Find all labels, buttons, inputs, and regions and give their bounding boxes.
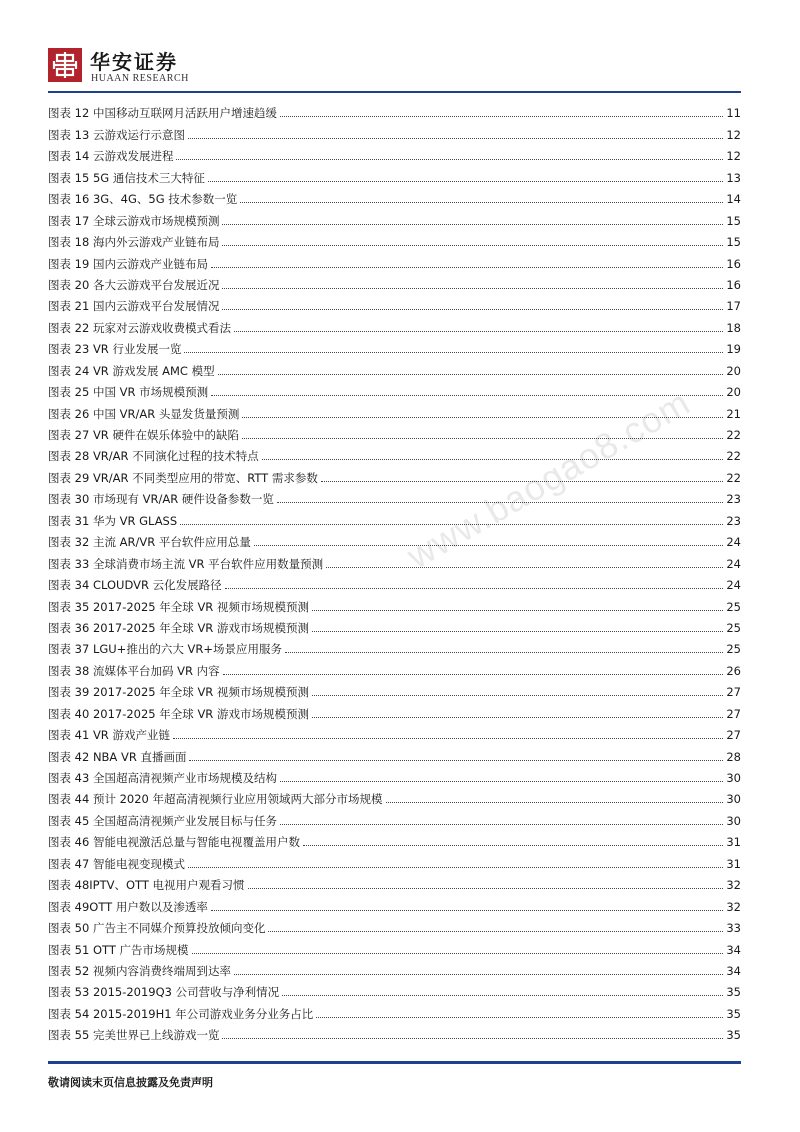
toc-entry-page[interactable]: 24 <box>726 535 741 550</box>
toc-leader-dots <box>173 738 723 739</box>
toc-leader-dots <box>242 417 723 418</box>
toc-entry-page[interactable]: 27 <box>726 728 741 743</box>
toc-entry-label[interactable]: 图表 14 云游戏发展进程 <box>48 149 174 164</box>
toc-entry-label[interactable]: 图表 18 海内外云游戏产业链布局 <box>48 235 220 250</box>
toc-leader-dots <box>312 717 723 718</box>
toc-entry[interactable] <box>48 722 741 743</box>
toc-entry-label[interactable]: 图表 49OTT 用户数以及渗透率 <box>48 899 208 914</box>
toc-entry-label[interactable]: 图表 32 主流 AR/VR 平台软件应用总量 <box>48 535 251 550</box>
toc-entry[interactable] <box>48 486 741 507</box>
toc-entry-page[interactable]: 24 <box>726 556 741 571</box>
brand-name-cn: 华安证券 <box>90 50 178 74</box>
toc-entry-page[interactable]: 28 <box>726 749 741 764</box>
toc-leader-dots <box>222 1038 723 1039</box>
toc-entry-page[interactable]: 15 <box>726 235 741 250</box>
toc-entry-page[interactable]: 34 <box>726 963 741 978</box>
toc-entry-page[interactable]: 24 <box>726 578 741 593</box>
toc-entry[interactable] <box>48 314 741 335</box>
toc-entry[interactable] <box>48 507 741 528</box>
toc-entry-page[interactable]: 22 <box>726 470 741 485</box>
huaan-seal-logo-icon <box>48 48 82 82</box>
toc-entry-label[interactable]: 图表 34 CLOUDVR 云化发展路径 <box>48 578 222 593</box>
toc-entry[interactable] <box>48 464 741 485</box>
toc-entry-label[interactable]: 图表 55 完美世界已上线游戏一览 <box>48 1028 220 1043</box>
toc-entry-label[interactable]: 图表 52 视频内容消费终端周到达率 <box>48 963 231 978</box>
toc-entry[interactable] <box>48 572 741 593</box>
toc-entry[interactable] <box>48 529 741 550</box>
toc-entry-label[interactable]: 图表 16 3G、4G、5G 技术参数一览 <box>48 192 238 207</box>
toc-leader-dots <box>312 631 723 632</box>
toc-leader-dots <box>303 845 723 846</box>
toc-entry-page[interactable]: 20 <box>726 385 741 400</box>
toc-entry-page[interactable]: 22 <box>726 449 741 464</box>
toc-leader-dots <box>189 760 723 761</box>
toc-leader-dots <box>211 395 723 396</box>
toc-entry-label[interactable]: 图表 47 智能电视变现模式 <box>48 856 185 871</box>
toc-entry-label[interactable]: 图表 44 预计 2020 年超高清视频行业应用领域两大部分市场规模 <box>48 792 383 807</box>
toc-entry-label[interactable]: 图表 31 华为 VR GLASS <box>48 513 178 528</box>
toc-entry-label[interactable]: 图表 45 全国超高清视频产业发展目标与任务 <box>48 813 277 828</box>
toc-entry-label[interactable]: 图表 25 中国 VR 市场规模预测 <box>48 385 209 400</box>
toc-entry-label[interactable]: 图表 20 各大云游戏平台发展近况 <box>48 277 220 292</box>
toc-leader-dots <box>280 781 723 782</box>
toc-entry[interactable] <box>48 164 741 185</box>
toc-entry-page[interactable]: 22 <box>726 428 741 442</box>
toc-entry[interactable] <box>48 807 741 828</box>
toc-entry-page[interactable]: 18 <box>726 320 741 335</box>
toc-leader-dots <box>326 567 723 568</box>
toc-leader-dots <box>180 524 723 525</box>
toc-entry-page[interactable]: 34 <box>726 942 741 957</box>
toc-entry-label[interactable]: 图表 43 全国超高清视频产业市场规模及结构 <box>48 771 277 785</box>
toc-entry-label[interactable]: 图表 26 中国 VR/AR 头显发货量预测 <box>48 406 240 421</box>
toc-entry-label[interactable]: 图表 37 LGU+推出的六大 VR+场景应用服务 <box>48 642 282 657</box>
toc-leader-dots <box>280 116 723 117</box>
toc-entry-label[interactable]: 图表 27 VR 硬件在娱乐体验中的缺陷 <box>48 428 239 442</box>
toc-entry-page[interactable]: 21 <box>726 406 741 421</box>
toc-leader-dots <box>316 1017 723 1018</box>
toc-leader-dots <box>282 995 723 996</box>
toc-entry-page[interactable]: 31 <box>726 835 741 850</box>
toc-entry-label[interactable]: 图表 17 全球云游戏市场规模预测 <box>48 213 220 228</box>
toc-entry-label[interactable]: 图表 13 云游戏运行示意图 <box>48 127 185 142</box>
toc-entry-label[interactable]: 图表 19 国内云游戏产业链布局 <box>48 256 208 271</box>
toc-leader-dots <box>386 802 724 803</box>
toc-entry-label[interactable]: 图表 28 VR/AR 不同演化过程的技术特点 <box>48 449 259 464</box>
toc-leader-dots <box>312 695 723 696</box>
toc-entry-page[interactable]: 14 <box>726 192 741 207</box>
toc-leader-dots <box>188 138 723 139</box>
toc-entry-page[interactable]: 19 <box>726 342 741 357</box>
toc-entry[interactable] <box>48 357 741 378</box>
toc-entry-page[interactable]: 12 <box>726 149 741 164</box>
toc-leader-dots <box>321 481 724 482</box>
toc-entry-page[interactable]: 32 <box>726 878 741 893</box>
toc-entry[interactable] <box>48 229 741 250</box>
toc-entry[interactable] <box>48 100 741 121</box>
toc-entry-page[interactable]: 33 <box>726 921 741 936</box>
toc-entry[interactable] <box>48 915 741 936</box>
toc-entry-label[interactable]: 图表 33 全球消费市场主流 VR 平台软件应用数量预测 <box>48 556 324 571</box>
toc-entry[interactable] <box>48 765 741 786</box>
toc-entry-page[interactable]: 30 <box>726 813 741 828</box>
toc-entry-label[interactable]: 图表 30 市场现有 VR/AR 硬件设备参数一览 <box>48 492 274 507</box>
toc-entry-page[interactable]: 13 <box>726 170 741 185</box>
toc-entry-label[interactable]: 图表 29 VR/AR 不同类型应用的带宽、RTT 需求参数 <box>48 470 318 485</box>
toc-entry-label[interactable]: 图表 48IPTV、OTT 电视用户观看习惯 <box>48 878 245 893</box>
toc-leader-dots <box>176 159 723 160</box>
toc-entry-page[interactable]: 16 <box>726 277 741 292</box>
toc-leader-dots <box>268 931 723 932</box>
toc-entry-label[interactable]: 图表 54 2015-2019H1 年公司游戏业务分业务占比 <box>48 1006 314 1021</box>
toc-entry-label[interactable]: 图表 42 NBA VR 直播画面 <box>48 749 187 764</box>
table-of-figures <box>48 100 741 1043</box>
toc-leader-dots <box>277 502 724 503</box>
toc-leader-dots <box>192 953 724 954</box>
toc-entry-page[interactable]: 15 <box>726 213 741 228</box>
toc-entry-page[interactable]: 35 <box>726 1028 741 1043</box>
toc-entry-label[interactable]: 图表 21 国内云游戏平台发展情况 <box>48 299 220 314</box>
footer-disclaimer: 敬请阅读末页信息披露及免责声明 <box>48 1076 213 1089</box>
page-header <box>48 40 348 90</box>
toc-entry[interactable] <box>48 1000 741 1021</box>
toc-leader-dots <box>225 588 724 589</box>
toc-entry-label[interactable]: 图表 12 中国移动互联网月活跃用户增速趋缓 <box>48 106 277 121</box>
toc-entry-label[interactable]: 图表 23 VR 行业发展一览 <box>48 342 182 357</box>
toc-entry[interactable] <box>48 829 741 850</box>
toc-leader-dots <box>211 267 723 268</box>
toc-entry-page[interactable]: 32 <box>726 899 741 914</box>
toc-entry-page[interactable]: 23 <box>726 492 741 507</box>
toc-leader-dots <box>262 459 724 460</box>
toc-entry[interactable] <box>48 422 741 443</box>
toc-entry-label[interactable]: 图表 53 2015-2019Q3 公司营收与净利情况 <box>48 985 280 1000</box>
toc-entry-page[interactable]: 25 <box>726 599 741 614</box>
toc-leader-dots <box>234 974 723 975</box>
toc-leader-dots <box>254 545 724 546</box>
toc-leader-dots <box>234 331 723 332</box>
toc-entry[interactable] <box>48 893 741 914</box>
toc-entry-page[interactable]: 12 <box>726 127 741 142</box>
toc-entry-label[interactable]: 图表 38 流媒体平台加码 VR 内容 <box>48 663 220 678</box>
toc-leader-dots <box>242 438 723 439</box>
toc-entry-label[interactable]: 图表 46 智能电视激活总量与智能电视覆盖用户数 <box>48 835 300 850</box>
toc-entry[interactable] <box>48 657 741 678</box>
toc-leader-dots <box>248 888 724 889</box>
toc-entry-label[interactable]: 图表 22 玩家对云游戏收费模式看法 <box>48 320 231 335</box>
toc-entry[interactable] <box>48 615 741 636</box>
toc-leader-dots <box>312 610 723 611</box>
toc-entry[interactable] <box>48 593 741 614</box>
toc-entry-label[interactable]: 图表 40 2017-2025 年全球 VR 游戏市场规模预测 <box>48 706 309 721</box>
toc-leader-dots <box>280 824 723 825</box>
toc-leader-dots <box>184 352 723 353</box>
toc-entry-label[interactable]: 图表 35 2017-2025 年全球 VR 视频市场规模预测 <box>48 599 309 614</box>
toc-entry-page[interactable]: 16 <box>726 256 741 271</box>
toc-entry[interactable] <box>48 121 741 142</box>
toc-entry[interactable] <box>48 250 741 271</box>
toc-entry[interactable] <box>48 550 741 571</box>
toc-entry[interactable] <box>48 272 741 293</box>
toc-entry-label[interactable]: 图表 24 VR 游戏发展 AMC 模型 <box>48 363 215 378</box>
watermark: www.baogao8.com <box>400 381 697 577</box>
toc-entry-page[interactable]: 30 <box>726 771 741 785</box>
toc-entry-label[interactable]: 图表 15 5G 通信技术三大特征 <box>48 170 205 185</box>
toc-entry[interactable] <box>48 336 741 357</box>
toc-entry-page[interactable]: 20 <box>726 363 741 378</box>
toc-entry[interactable] <box>48 1022 741 1043</box>
toc-entry[interactable] <box>48 872 741 893</box>
toc-entry[interactable] <box>48 700 741 721</box>
toc-leader-dots <box>222 224 723 225</box>
toc-entry[interactable] <box>48 186 741 207</box>
toc-entry[interactable] <box>48 850 741 871</box>
toc-entry-page[interactable]: 27 <box>726 706 741 721</box>
toc-entry-label[interactable]: 图表 39 2017-2025 年全球 VR 视频市场规模预测 <box>48 685 309 700</box>
toc-entry-page[interactable]: 11 <box>726 106 741 121</box>
toc-entry-page[interactable]: 17 <box>726 299 741 314</box>
toc-leader-dots <box>222 245 723 246</box>
footer-divider <box>48 1061 741 1064</box>
toc-entry[interactable] <box>48 379 741 400</box>
toc-leader-dots <box>240 202 723 203</box>
toc-entry[interactable] <box>48 958 741 979</box>
toc-entry[interactable] <box>48 786 741 807</box>
header-divider <box>48 91 741 93</box>
toc-entry-page[interactable]: 35 <box>726 1006 741 1021</box>
toc-leader-dots <box>222 309 723 310</box>
toc-entry-label[interactable]: 图表 36 2017-2025 年全球 VR 游戏市场规模预测 <box>48 620 309 635</box>
toc-entry[interactable] <box>48 400 741 421</box>
toc-entry-page[interactable]: 25 <box>726 620 741 635</box>
toc-entry[interactable] <box>48 743 741 764</box>
toc-entry-page[interactable]: 35 <box>726 985 741 1000</box>
toc-leader-dots <box>218 374 724 375</box>
toc-leader-dots <box>223 674 724 675</box>
toc-entry[interactable] <box>48 936 741 957</box>
toc-entry-page[interactable]: 27 <box>726 685 741 700</box>
toc-entry[interactable] <box>48 979 741 1000</box>
toc-leader-dots <box>285 652 723 653</box>
toc-entry-label[interactable]: 图表 51 OTT 广告市场规模 <box>48 942 189 957</box>
toc-entry[interactable] <box>48 679 741 700</box>
toc-leader-dots <box>222 288 723 289</box>
toc-leader-dots <box>208 181 724 182</box>
toc-entry[interactable] <box>48 293 741 314</box>
toc-leader-dots <box>211 910 724 911</box>
toc-entry-page[interactable]: 26 <box>726 663 741 678</box>
toc-entry[interactable] <box>48 636 741 657</box>
toc-entry-page[interactable]: 31 <box>726 856 741 871</box>
toc-entry[interactable] <box>48 207 741 228</box>
toc-entry-page[interactable]: 30 <box>726 792 741 807</box>
toc-entry[interactable] <box>48 143 741 164</box>
toc-entry-label[interactable]: 图表 41 VR 游戏产业链 <box>48 728 170 743</box>
toc-entry-page[interactable]: 23 <box>726 513 741 528</box>
toc-leader-dots <box>188 867 723 868</box>
brand-name-en: HUAAN RESEARCH <box>91 73 189 84</box>
toc-entry-label[interactable]: 图表 50 广告主不同媒介预算投放倾向变化 <box>48 921 266 936</box>
toc-entry-page[interactable]: 25 <box>726 642 741 657</box>
toc-entry[interactable] <box>48 443 741 464</box>
